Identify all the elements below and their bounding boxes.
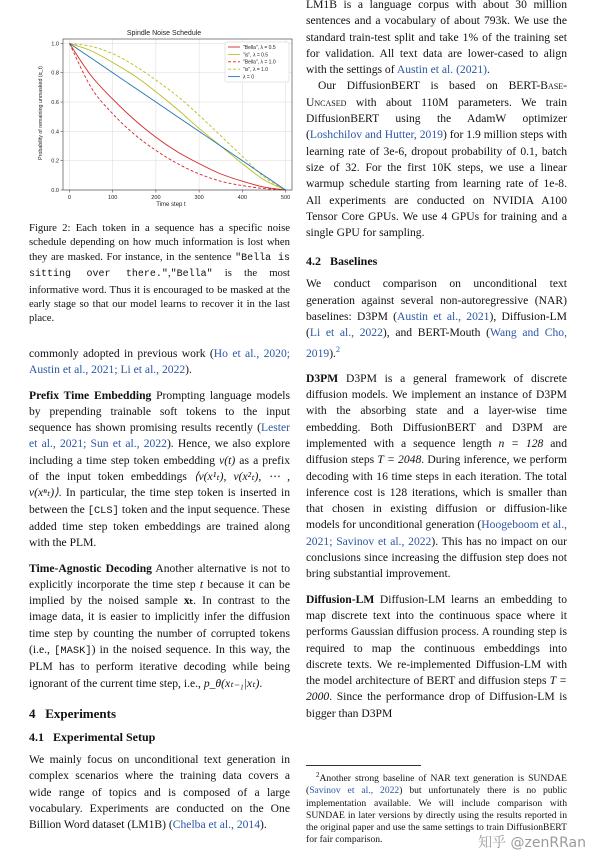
paragraph-prior-work: commonly adopted in previous work (Ho et al., 2020; Austin et al., 2021; Li et al., 2022). [29, 347, 290, 377]
x-tick-label: 400 [237, 195, 247, 201]
y-axis-label: Probability of remaining unmasked (α_t) [38, 66, 44, 160]
section-heading-experiments: 4 Experiments [29, 705, 117, 721]
paragraph-lm1b: LM1B is a language corpus with about 30 million sentences and a vocabulary of about 793k. We use the standard train-test split and take 1% of the training set for validation. All text data are lower-cased to align with the settings of Austin et al. (2021). [306, 0, 567, 77]
legend-label: "is", λ = 1.0 [243, 67, 269, 74]
paragraph-d3pm: D3PM D3PM is a general framework of discrete diffusion models. We implement an instance of D3PM with the absorbing state and a layer-wise time embedding. Both DiffusionBERT and D3PM are implemented with a sequence length n = 128 and diffusion steps T = 2048. During inference, we perform decoding with 16 time steps in each iteration. The total inference cost is 128 iterations, which is smaller than that chosen in existing diffusion or diffusion-like models for unconditional generation (Hoogeboom et al., 2021; Savinov et al., 2022). This has no impact on our conclusions since increasing the diffusion step does not bring substantial improvement. [306, 371, 568, 581]
citation-link[interactable]: Savinov et al., 2022 [309, 785, 400, 797]
paragraph-heading: Diffusion-LM [306, 592, 375, 606]
footnote-marker[interactable]: 2 [335, 344, 340, 354]
citation-link[interactable]: Lester et al., 2021; Sun et al., 2022 [29, 421, 290, 451]
subsection-heading-setup: 4.1 Experimental Setup [29, 729, 156, 744]
x-tick-label: 500 [280, 195, 291, 201]
chart-legend [225, 42, 289, 82]
citation-link[interactable]: Ho et al., 2020; Austin et al., 2021; Li et al., 2022 [29, 347, 290, 377]
x-tick-label: 300 [194, 195, 204, 201]
legend-label: λ = 0 [243, 74, 254, 81]
citation-link[interactable]: Loshchilov and Hutter, 2019 [309, 128, 443, 142]
paragraph-prefix-time-embedding: Prefix Time Embedding Prompting language models by prepending trainable soft tokens to the input sequence has shown promising results recently (Lester et al., 2021; Sun et al., 2022). Hence, we also explore including a time step token embedding v(t) as a prefix of the input token embeddings ⟨v(x¹ₜ), v(x²ₜ), ⋯ , v(xⁿₜ)⟩. In particular, the time step token is inserted in between the [CLS] token and the input sequence. These added time step token embeddings are trained along with the PLM. [29, 388, 290, 550]
legend-label: "Bella", λ = 1.0 [243, 59, 276, 66]
x-axis-label: Time step t [156, 202, 186, 208]
paragraph-heading: D3PM [306, 371, 339, 385]
citation-link[interactable]: Chelba et al., 2014 [172, 818, 261, 832]
watermark-text: 知乎 @zenRRan [478, 835, 586, 851]
paragraph-heading: Time-Agnostic Decoding [29, 561, 152, 575]
legend-label: "is", λ = 0.5 [243, 52, 269, 59]
figure-caption: Figure 2: Each token in a sequence has a specific noise schedule depending on how much information is lost when they are masked. For instance, in the sentence "Bella is sitting over there.","Bella" is the most informative word. Thus it is encouraged to be masked at the early stage so that our model learns to recover it in the last place. [29, 222, 290, 325]
paragraph-diffusion-lm: Diffusion-LM Diffusion-LM learns an embedding to map discrete text into the continuous space where it performs Gaussian diffusion process. A rounding step is required to map the continuous embeddings into discrete texts. We re-implemented Diffusion-LM with the model architecture of BERT and diffusion steps T = 2000. Since the performance drop of Diffusion-LM is bigger than D3PM [306, 592, 568, 720]
paragraph-heading: Prefix Time Embedding [29, 388, 152, 402]
chart-title: Spindle Noise Schedule [126, 30, 202, 37]
spindle-noise-chart [37, 26, 298, 238]
footnote: $^2$Another strong baseline of NAR text generation is SUNDAE (Savinov et al., 2022) but unfortunately there is no public implementation available. We will include comparison with SUNDAE in later versions by directly using the results reported in the original paper and use the same settings to train DiffusionBERT for fair comparison. [306, 765, 567, 846]
paragraph-baselines: We conduct comparison on unconditional text generation against several non-autoregressive (NAR) baselines: D3PM (Austin et al., 2021), Diffusion-LM (Li et al., 2022), and BERT-Mouth (Wang and Cho, 2019).$^2$ [306, 277, 567, 360]
x-tick-label: 100 [108, 195, 118, 201]
citation-link[interactable]: Wang and Cho, 2019 [306, 326, 567, 360]
subsection-heading-baselines: 4.2 Baselines [306, 254, 378, 269]
y-tick-label: 0.4 [51, 129, 59, 136]
x-tick-label: 0 [67, 195, 72, 201]
y-tick-label: 0.2 [51, 158, 59, 165]
y-tick-label: 0.8 [51, 70, 59, 77]
citation-link[interactable]: Li et al., 2022 [309, 326, 383, 340]
y-tick-label: 1.0 [51, 41, 59, 48]
footnote-rule [306, 765, 421, 766]
paragraph-setup: We mainly focus on unconditional text generation in complex scenarios where the training data covers a wide range of topics and is composed of a large vocabulary. Experiments are conducted on the One Billion Word dataset (LM1B) (Chelba et al., 2014). [29, 752, 290, 832]
citation-link[interactable]: Austin et al., 2021 [397, 310, 490, 324]
caption-label: Figure 2: [29, 222, 71, 234]
y-tick-label: 0.6 [51, 100, 59, 107]
citation-link[interactable]: Austin et al. (2021) [396, 63, 487, 77]
legend-label: "Bella", λ = 0.5 [243, 44, 276, 51]
x-tick-label: 200 [151, 195, 161, 201]
citation-link[interactable]: Hoogeboom et al., 2021; Savinov et al., 2022 [306, 518, 567, 548]
paragraph-time-agnostic-decoding: Time-Agnostic Decoding Another alternative is not to explicitly incorporate the time step t because it can be implied by the noised sample xₜ. In contrast to the image data, it is easier to implicitly infer the diffusion time step by counting the number of corrupted tokens (i.e., [MASK]) in the noised sequence. In this way, the PLM has to perform iterative decoding while being ignorant of the current time step, i.e., p_θ(xₜ₋₁|xₜ). [29, 561, 291, 690]
paragraph-diffusionbert-setup: Our DiffusionBERT is based on BERT-Base-Uncased with about 110M parameters. We train DiffusionBERT using the AdamW optimizer (Loshchilov and Hutter, 2019) for 1.9 million steps with learning rate of 3e-6, dropout probability of 0.1, batch size of 32. For the first 10K steps, we use a linear warmup schedule starting from learning rate of 1e-8. All experiments are conducted on NVIDIA A100 Tensor Core GPUs. We use 4 GPUs for training and a single GPU for sampling. [306, 79, 567, 240]
y-tick-label: 0.0 [51, 188, 59, 194]
